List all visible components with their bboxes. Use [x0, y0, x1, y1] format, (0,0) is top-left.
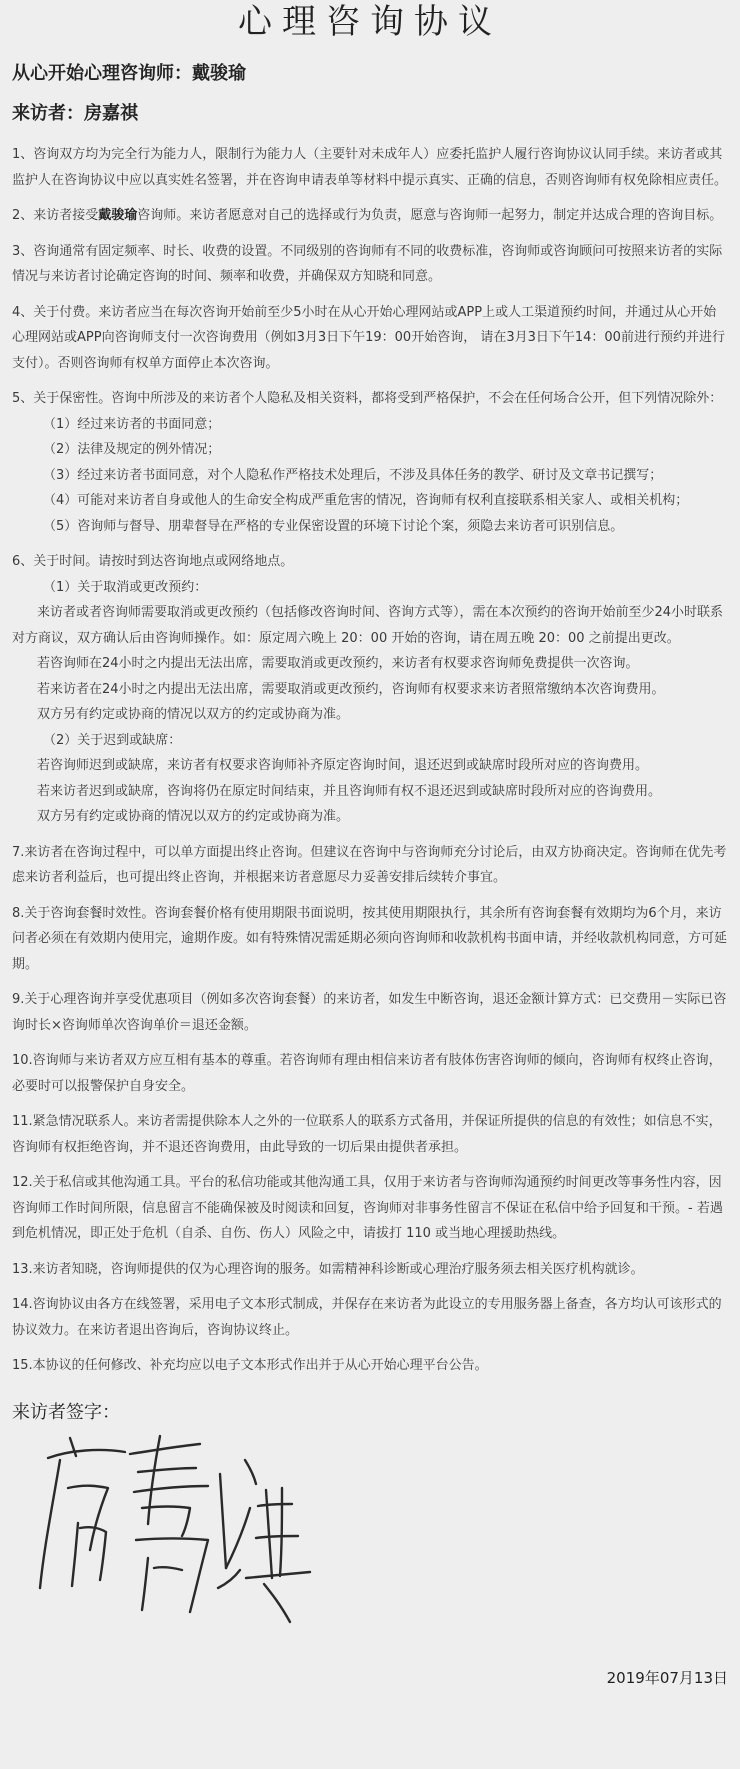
- clause-3: 3、咨询通常有固定频率、时长、收费的设置。不同级别的咨询师有不同的收费标准，咨询师或咨询顾问可按照来访者的实际情况与来访者讨论确定咨询的时间、频率和收费，并确保双方知晓和同意。: [12, 243, 723, 284]
- clause-14: 14.咨询协议由各方在线签署，采用电子文本形式制成，并保存在来访者为此设立的专用服务器上备查，各方均认可该形式的协议效力。在来访者退出咨询后，咨询协议终止。: [12, 1297, 722, 1338]
- document-title: 心理咨询协议: [238, 2, 502, 42]
- clause-2: [12, 203, 728, 229]
- clause-8: 8.关于咨询套餐时效性。咨询套餐价格有使用期限书面说明，按其使用期限执行，其余所有咨询套餐有效期均为6个月，来访问者必须在有效期内使用完，逾期作废。如有特殊情况需延期必须向咨询师和收款机构书面申请，并经收款机构同意，方可延期。: [12, 905, 728, 972]
- agreement-body: [0, 62, 740, 1425]
- clause-5-item: （3）经过来访者书面同意，对个人隐私作严格技术处理后，不涉及具体任务的教学、研讨及文章书记撰写；: [43, 467, 663, 483]
- clause-7: 7.来访者在咨询过程中，可以单方面提出终止咨询。但建议在咨询中与咨询师充分讨论后，由双方协商决定。咨询师在优先考虑来访者利益后，也可提出终止咨询，并根据来访者意愿尽力妥善安排后续转介事宜。: [12, 844, 727, 885]
- clause-5-item: （4）可能对来访者自身或他人的生命安全构成严重危害的情况，咨询师有权利直接联系相关家人、或相关机构；: [43, 493, 689, 508]
- clause-6-paragraph: 若咨询师迟到或缺席，来访者有权要求咨询师补齐原定咨询时间，退还迟到或缺席时段所对应的咨询费用。: [37, 758, 649, 773]
- clause-6-paragraph: 若咨询师在24小时之内提出无法出席，需要取消或更改预约，来访者有权要求咨询师免费提供一次咨询。: [37, 656, 639, 671]
- clause-6-sub-heading: （2）关于迟到或缺席：: [43, 732, 182, 748]
- clause-2-text-a: 2、来访者接受: [12, 208, 99, 223]
- signing-date: 2019年07月13日: [606, 1669, 728, 1687]
- clause-5-item: （1）经过来访者的书面同意；: [43, 416, 221, 432]
- clause-9: 9.关于心理咨询并享受优惠项目（例如多次咨询套餐）的来访者，如发生中断咨询，退还金额计算方式：已交费用－实际已咨询时长×咨询师单次咨询单价＝退还金额。: [12, 992, 727, 1033]
- clause-13: 13.来访者知晓，咨询师提供的仅为心理咨询的服务。如需精神科诊断或心理治疗服务须去相关医疗机构就诊。: [12, 1261, 644, 1277]
- visitor-line: 来访者：房嘉祺: [12, 103, 138, 124]
- clause-11: 11.紧急情况联系人。来访者需提供除本人之外的一位联系人的联系方式备用，并保证所提供的信息的有效性；如信息不实，咨询师有权拒绝咨询，并不退还咨询费用，由此导致的一切后果由提供者承担。: [12, 1114, 722, 1155]
- consultant-line: 从心开始心理咨询师：戴骏瑜: [12, 63, 246, 84]
- clause-15: 15.本协议的任何修改、补充均应以电子文本形式作出并于从心开始心理平台公告。: [12, 1358, 488, 1373]
- clause-6-paragraph: 双方另有约定或协商的情况以双方的约定或协商为准。: [37, 707, 350, 722]
- clause-5: 5、关于保密性。咨询中所涉及的来访者个人隐私及相关资料，都将受到严格保护，不会在任何场合公开，但下列情况除外：: [12, 391, 723, 406]
- clause-list: [12, 142, 728, 1379]
- handwritten-signature: [30, 1428, 320, 1628]
- clause-6-paragraph: 双方另有约定或协商的情况以双方的约定或协商为准。: [37, 809, 350, 824]
- clause-5-item: （5）咨询师与督导、朋辈督导在严格的专业保密设置的环境下讨论个案，须隐去来访者可识别信息。: [43, 518, 624, 534]
- clause-2-consultant-name: 戴骏瑜: [98, 208, 138, 223]
- clause-6-paragraph: 若来访者迟到或缺席，咨询将仍在原定时间结束，并且咨询师有权不退还迟到或缺席时段所对应的咨询费用。: [37, 783, 662, 799]
- clause-6-sub-heading: （1）关于取消或更改预约：: [43, 579, 208, 595]
- clause-4: 4、关于付费。来访者应当在每次咨询开始前至少5小时在从心开始心理网站或APP上或人工渠道预约时间，并通过从心开始心理网站或APP向咨询师支付一次咨询费用（例如3月3日下午19：00开始咨询， 请在3月3日下午14：00前进行预约并进行支付）。否则咨询师有权单方面停止本次咨询。: [12, 304, 725, 371]
- clause-10: 10.咨询师与来访者双方应互相有基本的尊重。若咨询师有理由相信来访者有肢体伤害咨询师的倾向，咨询师有权终止咨询， 必要时可以报警保护自身安全。: [12, 1053, 722, 1094]
- signature-label: 来访者签字：: [12, 1401, 120, 1423]
- clause-6-paragraph: 来访者或者咨询师需要取消或更改预约（包括修改咨询时间、咨询方式等），需在本次预约的咨询开始前至少24小时联系对方商议，双方确认后由咨询师操作。如：原定周六晚上 20：00 开始的咨询，请在周五晚 20：00 之前提出更改。: [12, 605, 724, 646]
- clause-6: 6、关于时间。请按时到达咨询地点或网络地点。: [12, 554, 294, 569]
- clause-1: 1、咨询双方均为完全行为能力人，限制行为能力人（主要针对未成年人）应委托监护人履行咨询协议认同手续。来访者或其监护人在咨询协议中应以真实姓名签署，并在咨询申请表单等材料中提示真实、正确的信息，否则咨询师有权免除相应责任。: [12, 147, 728, 188]
- clause-12: 12.关于私信或其他沟通工具。平台的私信功能或其他沟通工具，仅用于来访者与咨询师沟通预约时间更改等事务性内容，因咨询师工作时间所限，信息留言不能确保被及时阅读和回复，咨询师对非事务性留言不保证在私信中给予回复和干预。- 若遇到危机情况，即正处于危机（自杀、自伤、伤人）风险之中，请拔打 110 或当地心理援助热线。: [12, 1175, 723, 1241]
- clause-5-item: （2）法律及规定的例外情况；: [43, 442, 221, 457]
- clause-6-paragraph: 若来访者在24小时之内提出无法出席，需要取消或更改预约，咨询师有权要求来访者照常缴纳本次咨询费用。: [37, 681, 665, 697]
- clause-2-text-b: 咨询师。来访者愿意对自己的选择或行为负责，愿意与咨询师一起努力，制定并达成合理的咨询目标。: [137, 208, 723, 223]
